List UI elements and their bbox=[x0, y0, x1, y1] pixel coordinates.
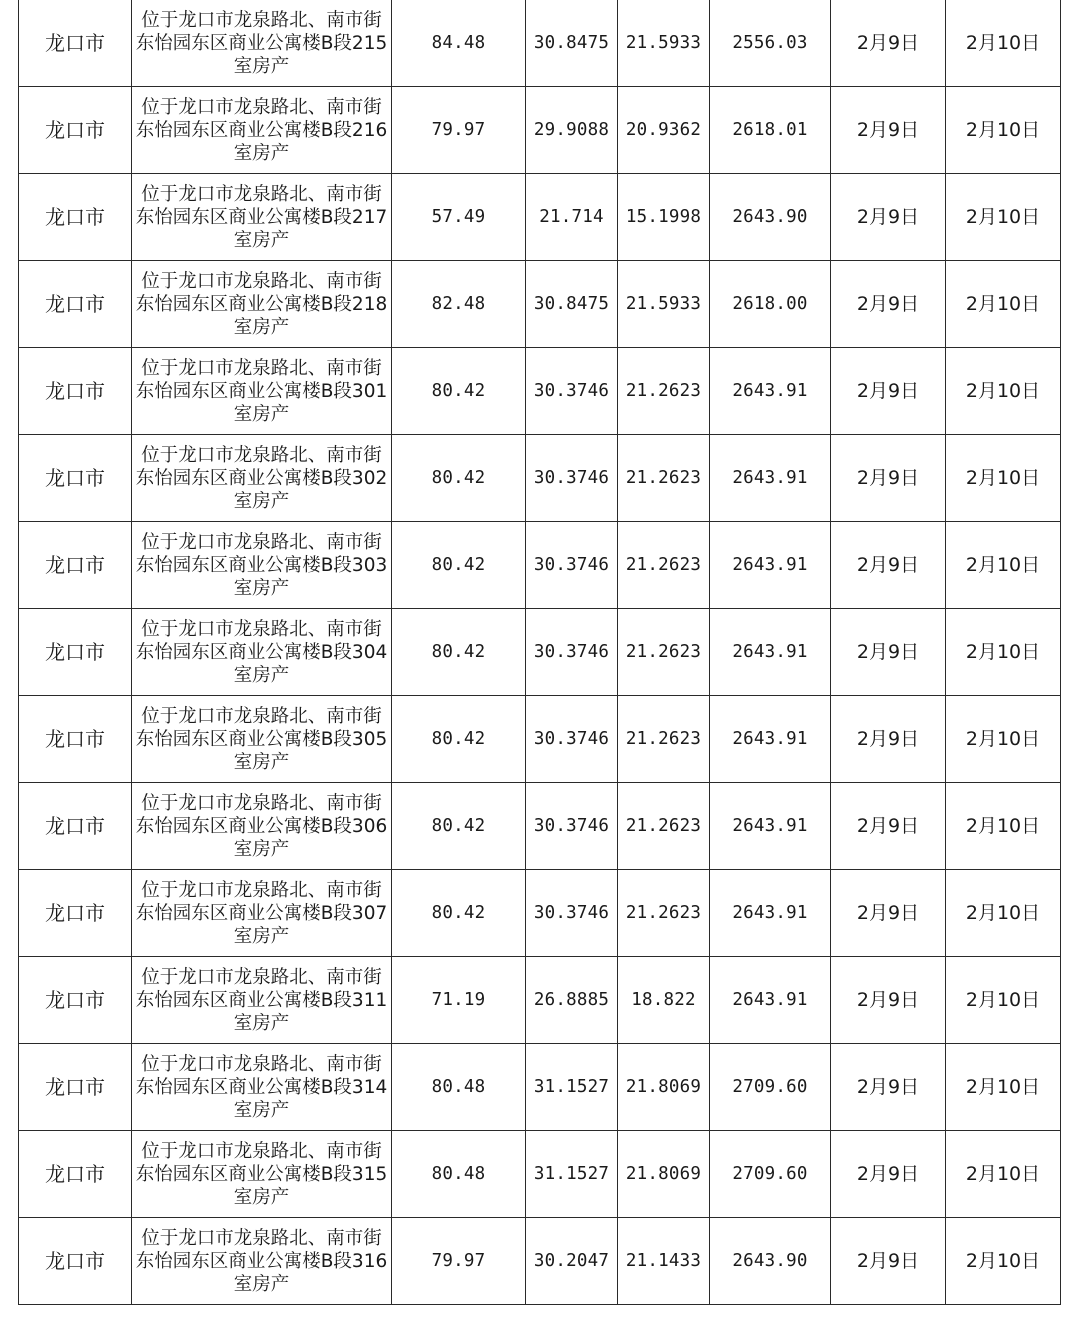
location-cell bbox=[132, 609, 392, 696]
table-row bbox=[19, 696, 1061, 783]
area-cell: 80.48 bbox=[392, 1044, 526, 1131]
value2-cell: 21.8069 bbox=[618, 1044, 710, 1131]
location-line: 东怡园东区商业公寓楼B段302 bbox=[135, 467, 388, 489]
value3-cell: 2643.91 bbox=[710, 696, 831, 783]
value2-cell: 21.5933 bbox=[618, 0, 710, 87]
location-cell bbox=[132, 174, 392, 261]
location-cell bbox=[132, 1218, 392, 1305]
location-line: 位于龙口市龙泉路北、南市街 bbox=[141, 618, 382, 640]
property-listing-table bbox=[18, 0, 1061, 1305]
value2-cell: 21.2623 bbox=[618, 348, 710, 435]
area-cell: 71.19 bbox=[392, 957, 526, 1044]
value3-cell: 2618.00 bbox=[710, 261, 831, 348]
location-line: 东怡园东区商业公寓楼B段215 bbox=[135, 32, 388, 54]
area-cell: 57.49 bbox=[392, 174, 526, 261]
location-line: 东怡园东区商业公寓楼B段301 bbox=[135, 380, 388, 402]
end-date-cell: 2月10日 bbox=[946, 609, 1061, 696]
value1-cell: 30.8475 bbox=[526, 0, 618, 87]
value1-cell: 30.3746 bbox=[526, 783, 618, 870]
location-cell bbox=[132, 1131, 392, 1218]
table-row bbox=[19, 435, 1061, 522]
table-row bbox=[19, 1131, 1061, 1218]
value3-cell: 2643.91 bbox=[710, 783, 831, 870]
value1-cell: 21.714 bbox=[526, 174, 618, 261]
table-row bbox=[19, 174, 1061, 261]
location-cell bbox=[132, 87, 392, 174]
location-cell bbox=[132, 522, 392, 609]
end-date-cell: 2月10日 bbox=[946, 522, 1061, 609]
start-date-cell: 2月9日 bbox=[831, 609, 946, 696]
end-date-cell: 2月10日 bbox=[946, 174, 1061, 261]
start-date-cell: 2月9日 bbox=[831, 261, 946, 348]
table-row bbox=[19, 348, 1061, 435]
value1-cell: 30.3746 bbox=[526, 696, 618, 783]
location-line: 室房产 bbox=[233, 1099, 290, 1121]
city-cell: 龙口市 bbox=[19, 174, 132, 261]
city-cell: 龙口市 bbox=[19, 1218, 132, 1305]
location-line: 东怡园东区商业公寓楼B段311 bbox=[135, 989, 388, 1011]
location-line: 东怡园东区商业公寓楼B段316 bbox=[135, 1250, 388, 1272]
city-cell: 龙口市 bbox=[19, 783, 132, 870]
location-line: 东怡园东区商业公寓楼B段304 bbox=[135, 641, 388, 663]
start-date-cell: 2月9日 bbox=[831, 1044, 946, 1131]
city-cell: 龙口市 bbox=[19, 1044, 132, 1131]
value2-cell: 21.2623 bbox=[618, 435, 710, 522]
start-date-cell: 2月9日 bbox=[831, 1218, 946, 1305]
location-line: 东怡园东区商业公寓楼B段314 bbox=[135, 1076, 388, 1098]
area-cell: 79.97 bbox=[392, 87, 526, 174]
location-line: 室房产 bbox=[233, 925, 290, 947]
table-body bbox=[19, 0, 1061, 1305]
area-cell: 80.42 bbox=[392, 783, 526, 870]
location-line: 室房产 bbox=[233, 316, 290, 338]
location-line: 室房产 bbox=[233, 142, 290, 164]
area-cell: 79.97 bbox=[392, 1218, 526, 1305]
table-row bbox=[19, 783, 1061, 870]
area-cell: 80.42 bbox=[392, 870, 526, 957]
location-line: 东怡园东区商业公寓楼B段303 bbox=[135, 554, 388, 576]
value2-cell: 21.2623 bbox=[618, 870, 710, 957]
value3-cell: 2643.91 bbox=[710, 609, 831, 696]
location-line: 位于龙口市龙泉路北、南市街 bbox=[141, 879, 382, 901]
end-date-cell: 2月10日 bbox=[946, 435, 1061, 522]
value1-cell: 30.8475 bbox=[526, 261, 618, 348]
end-date-cell: 2月10日 bbox=[946, 1044, 1061, 1131]
city-cell: 龙口市 bbox=[19, 348, 132, 435]
start-date-cell: 2月9日 bbox=[831, 435, 946, 522]
location-line: 位于龙口市龙泉路北、南市街 bbox=[141, 531, 382, 553]
location-cell bbox=[132, 348, 392, 435]
location-line: 东怡园东区商业公寓楼B段217 bbox=[135, 206, 388, 228]
value2-cell: 21.8069 bbox=[618, 1131, 710, 1218]
start-date-cell: 2月9日 bbox=[831, 870, 946, 957]
end-date-cell: 2月10日 bbox=[946, 87, 1061, 174]
table-row bbox=[19, 522, 1061, 609]
value1-cell: 30.3746 bbox=[526, 609, 618, 696]
table-row bbox=[19, 957, 1061, 1044]
value2-cell: 21.2623 bbox=[618, 609, 710, 696]
value3-cell: 2643.91 bbox=[710, 870, 831, 957]
value2-cell: 21.2623 bbox=[618, 783, 710, 870]
location-line: 东怡园东区商业公寓楼B段218 bbox=[135, 293, 388, 315]
location-line: 位于龙口市龙泉路北、南市街 bbox=[141, 9, 382, 31]
city-cell: 龙口市 bbox=[19, 696, 132, 783]
location-line: 位于龙口市龙泉路北、南市街 bbox=[141, 270, 382, 292]
value1-cell: 31.1527 bbox=[526, 1044, 618, 1131]
location-line: 室房产 bbox=[233, 751, 290, 773]
location-line: 室房产 bbox=[233, 1186, 290, 1208]
value1-cell: 30.2047 bbox=[526, 1218, 618, 1305]
location-line: 室房产 bbox=[233, 1012, 290, 1034]
start-date-cell: 2月9日 bbox=[831, 1131, 946, 1218]
location-line: 位于龙口市龙泉路北、南市街 bbox=[141, 792, 382, 814]
city-cell: 龙口市 bbox=[19, 0, 132, 87]
location-line: 位于龙口市龙泉路北、南市街 bbox=[141, 444, 382, 466]
start-date-cell: 2月9日 bbox=[831, 174, 946, 261]
start-date-cell: 2月9日 bbox=[831, 783, 946, 870]
value3-cell: 2709.60 bbox=[710, 1131, 831, 1218]
value2-cell: 21.2623 bbox=[618, 522, 710, 609]
location-line: 室房产 bbox=[233, 1273, 290, 1295]
location-cell bbox=[132, 435, 392, 522]
end-date-cell: 2月10日 bbox=[946, 348, 1061, 435]
table-row bbox=[19, 1218, 1061, 1305]
table-row bbox=[19, 870, 1061, 957]
value3-cell: 2618.01 bbox=[710, 87, 831, 174]
area-cell: 80.42 bbox=[392, 522, 526, 609]
location-cell bbox=[132, 870, 392, 957]
value3-cell: 2643.91 bbox=[710, 348, 831, 435]
start-date-cell: 2月9日 bbox=[831, 957, 946, 1044]
value1-cell: 30.3746 bbox=[526, 348, 618, 435]
end-date-cell: 2月10日 bbox=[946, 870, 1061, 957]
city-cell: 龙口市 bbox=[19, 609, 132, 696]
start-date-cell: 2月9日 bbox=[831, 0, 946, 87]
city-cell: 龙口市 bbox=[19, 435, 132, 522]
table-row bbox=[19, 0, 1061, 87]
location-line: 位于龙口市龙泉路北、南市街 bbox=[141, 357, 382, 379]
value2-cell: 20.9362 bbox=[618, 87, 710, 174]
location-line: 室房产 bbox=[233, 229, 290, 251]
location-cell bbox=[132, 261, 392, 348]
start-date-cell: 2月9日 bbox=[831, 87, 946, 174]
table-row bbox=[19, 261, 1061, 348]
start-date-cell: 2月9日 bbox=[831, 522, 946, 609]
start-date-cell: 2月9日 bbox=[831, 696, 946, 783]
city-cell: 龙口市 bbox=[19, 1131, 132, 1218]
city-cell: 龙口市 bbox=[19, 87, 132, 174]
location-cell bbox=[132, 0, 392, 87]
end-date-cell: 2月10日 bbox=[946, 957, 1061, 1044]
area-cell: 84.48 bbox=[392, 0, 526, 87]
end-date-cell: 2月10日 bbox=[946, 0, 1061, 87]
location-line: 位于龙口市龙泉路北、南市街 bbox=[141, 1227, 382, 1249]
location-line: 室房产 bbox=[233, 403, 290, 425]
area-cell: 80.42 bbox=[392, 609, 526, 696]
value2-cell: 21.1433 bbox=[618, 1218, 710, 1305]
value3-cell: 2643.91 bbox=[710, 957, 831, 1044]
value1-cell: 26.8885 bbox=[526, 957, 618, 1044]
location-cell bbox=[132, 783, 392, 870]
location-line: 位于龙口市龙泉路北、南市街 bbox=[141, 183, 382, 205]
location-line: 位于龙口市龙泉路北、南市街 bbox=[141, 966, 382, 988]
value2-cell: 15.1998 bbox=[618, 174, 710, 261]
value2-cell: 21.2623 bbox=[618, 696, 710, 783]
end-date-cell: 2月10日 bbox=[946, 783, 1061, 870]
value3-cell: 2643.90 bbox=[710, 174, 831, 261]
table-row bbox=[19, 1044, 1061, 1131]
location-line: 位于龙口市龙泉路北、南市街 bbox=[141, 1140, 382, 1162]
table-row bbox=[19, 609, 1061, 696]
location-line: 位于龙口市龙泉路北、南市街 bbox=[141, 1053, 382, 1075]
location-line: 位于龙口市龙泉路北、南市街 bbox=[141, 96, 382, 118]
location-line: 位于龙口市龙泉路北、南市街 bbox=[141, 705, 382, 727]
value1-cell: 30.3746 bbox=[526, 435, 618, 522]
end-date-cell: 2月10日 bbox=[946, 1218, 1061, 1305]
city-cell: 龙口市 bbox=[19, 261, 132, 348]
area-cell: 80.42 bbox=[392, 348, 526, 435]
location-cell bbox=[132, 1044, 392, 1131]
location-cell bbox=[132, 957, 392, 1044]
end-date-cell: 2月10日 bbox=[946, 1131, 1061, 1218]
location-line: 东怡园东区商业公寓楼B段315 bbox=[135, 1163, 388, 1185]
city-cell: 龙口市 bbox=[19, 957, 132, 1044]
location-line: 室房产 bbox=[233, 577, 290, 599]
location-line: 室房产 bbox=[233, 55, 290, 77]
end-date-cell: 2月10日 bbox=[946, 696, 1061, 783]
location-cell bbox=[132, 696, 392, 783]
value3-cell: 2556.03 bbox=[710, 0, 831, 87]
location-line: 东怡园东区商业公寓楼B段305 bbox=[135, 728, 388, 750]
value3-cell: 2709.60 bbox=[710, 1044, 831, 1131]
city-cell: 龙口市 bbox=[19, 870, 132, 957]
value1-cell: 31.1527 bbox=[526, 1131, 618, 1218]
table-row bbox=[19, 87, 1061, 174]
value1-cell: 30.3746 bbox=[526, 522, 618, 609]
location-line: 室房产 bbox=[233, 838, 290, 860]
value2-cell: 18.822 bbox=[618, 957, 710, 1044]
city-cell: 龙口市 bbox=[19, 522, 132, 609]
value1-cell: 30.3746 bbox=[526, 870, 618, 957]
value2-cell: 21.5933 bbox=[618, 261, 710, 348]
end-date-cell: 2月10日 bbox=[946, 261, 1061, 348]
area-cell: 80.42 bbox=[392, 435, 526, 522]
value3-cell: 2643.91 bbox=[710, 435, 831, 522]
location-line: 东怡园东区商业公寓楼B段307 bbox=[135, 902, 388, 924]
location-line: 室房产 bbox=[233, 664, 290, 686]
start-date-cell: 2月9日 bbox=[831, 348, 946, 435]
value1-cell: 29.9088 bbox=[526, 87, 618, 174]
area-cell: 80.42 bbox=[392, 696, 526, 783]
location-line: 室房产 bbox=[233, 490, 290, 512]
value3-cell: 2643.91 bbox=[710, 522, 831, 609]
area-cell: 82.48 bbox=[392, 261, 526, 348]
area-cell: 80.48 bbox=[392, 1131, 526, 1218]
location-line: 东怡园东区商业公寓楼B段216 bbox=[135, 119, 388, 141]
value3-cell: 2643.90 bbox=[710, 1218, 831, 1305]
location-line: 东怡园东区商业公寓楼B段306 bbox=[135, 815, 388, 837]
